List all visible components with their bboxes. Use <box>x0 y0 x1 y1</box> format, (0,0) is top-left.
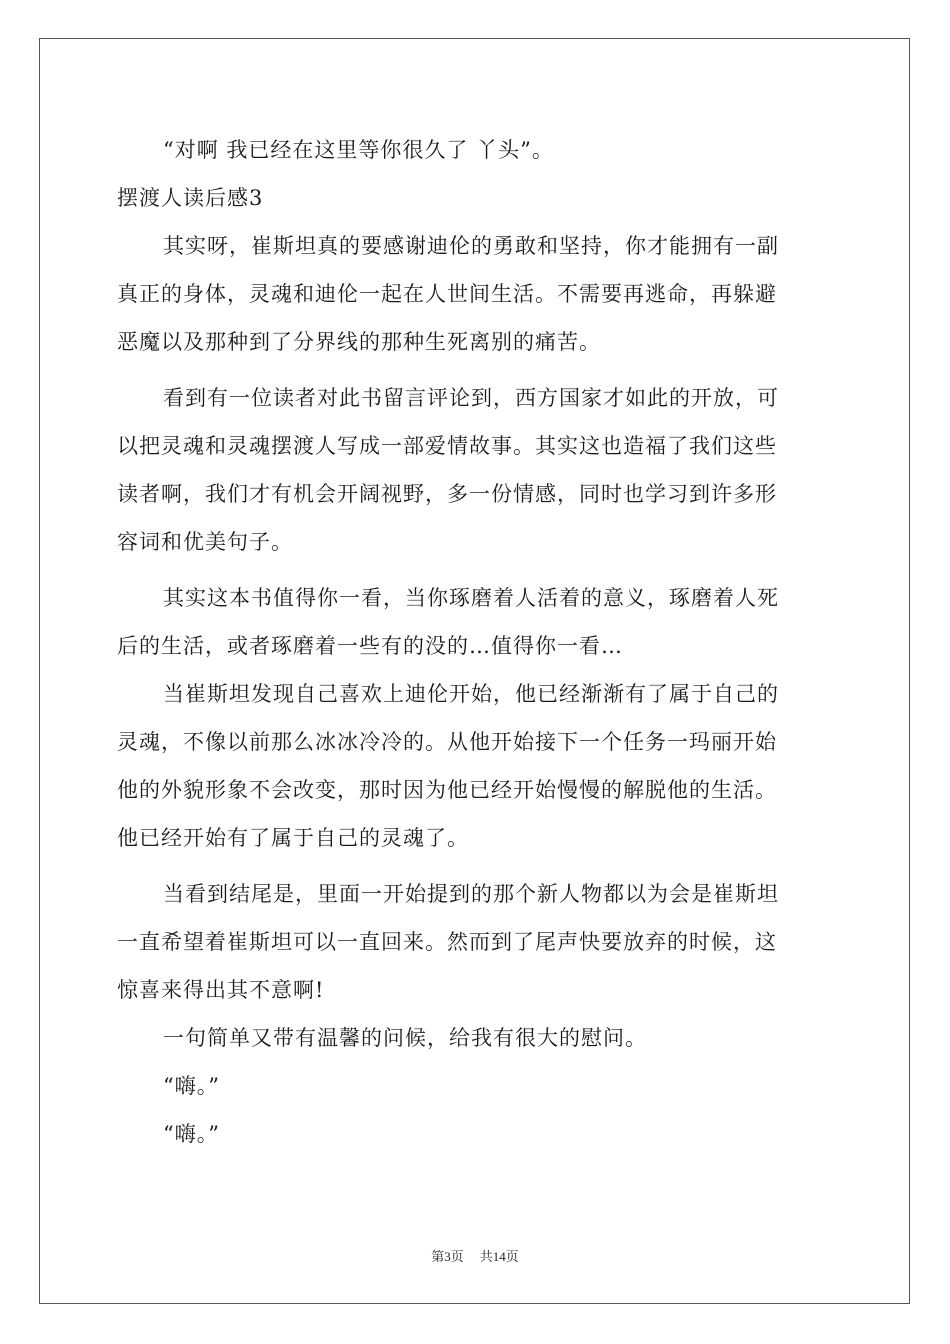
paragraph-line: “对啊 我已经在这里等你很久了 丫头”。 <box>163 138 554 162</box>
page-footer <box>0 1246 950 1265</box>
paragraph-line: 恶魔以及那种到了分界线的那种生死离别的痛苦。 <box>117 330 601 354</box>
paragraph-line: 他已经开始有了属于自己的灵魂了。 <box>117 826 469 850</box>
paragraph-line: 容词和优美句子。 <box>117 530 293 554</box>
page-total: 共14页 <box>479 1249 519 1264</box>
paragraph-line: “嗨。” <box>163 1074 220 1098</box>
document-body <box>117 126 837 1158</box>
paragraph-line: 看到有一位读者对此书留言评论到，西方国家才如此的开放，可 <box>163 386 779 410</box>
section-heading: 摆渡人读后感3 <box>117 186 264 210</box>
paragraph-line: 当看到结尾是，里面一开始提到的那个新人物都以为会是崔斯坦 <box>163 882 779 906</box>
page-number: 第3页 <box>431 1249 464 1264</box>
paragraph-line: 灵魂，不像以前那么冰冰冷冷的。从他开始接下一个任务一玛丽开始 <box>117 730 777 754</box>
paragraph-line: 他的外貌形象不会改变，那时因为他已经开始慢慢的解脱他的生活。 <box>117 778 777 802</box>
paragraph-line: 其实这本书值得你一看，当你琢磨着人活着的意义，琢磨着人死 <box>163 586 779 610</box>
paragraph-line: 其实呀，崔斯坦真的要感谢迪伦的勇敢和坚持，你才能拥有一副 <box>163 234 779 258</box>
paragraph-line: 惊喜来得出其不意啊! <box>117 978 325 1002</box>
paragraph-line: 读者啊，我们才有机会开阔视野，多一份情感，同时也学习到许多形 <box>117 482 777 506</box>
paragraph-line: 以把灵魂和灵魂摆渡人写成一部爱情故事。其实这也造福了我们这些 <box>117 434 777 458</box>
paragraph-line: 一直希望着崔斯坦可以一直回来。然而到了尾声快要放弃的时候，这 <box>117 930 777 954</box>
paragraph-line: 当崔斯坦发现自己喜欢上迪伦开始，他已经渐渐有了属于自己的 <box>163 682 779 706</box>
paragraph-line: 后的生活，或者琢磨着一些有的没的…值得你一看… <box>117 634 623 658</box>
paragraph-line: 一句简单又带有温馨的问候，给我有很大的慰问。 <box>163 1026 647 1050</box>
paragraph-line: 真正的身体，灵魂和迪伦一起在人世间生活。不需要再逃命，再躲避 <box>117 282 777 306</box>
paragraph-line: “嗨。” <box>163 1122 220 1146</box>
